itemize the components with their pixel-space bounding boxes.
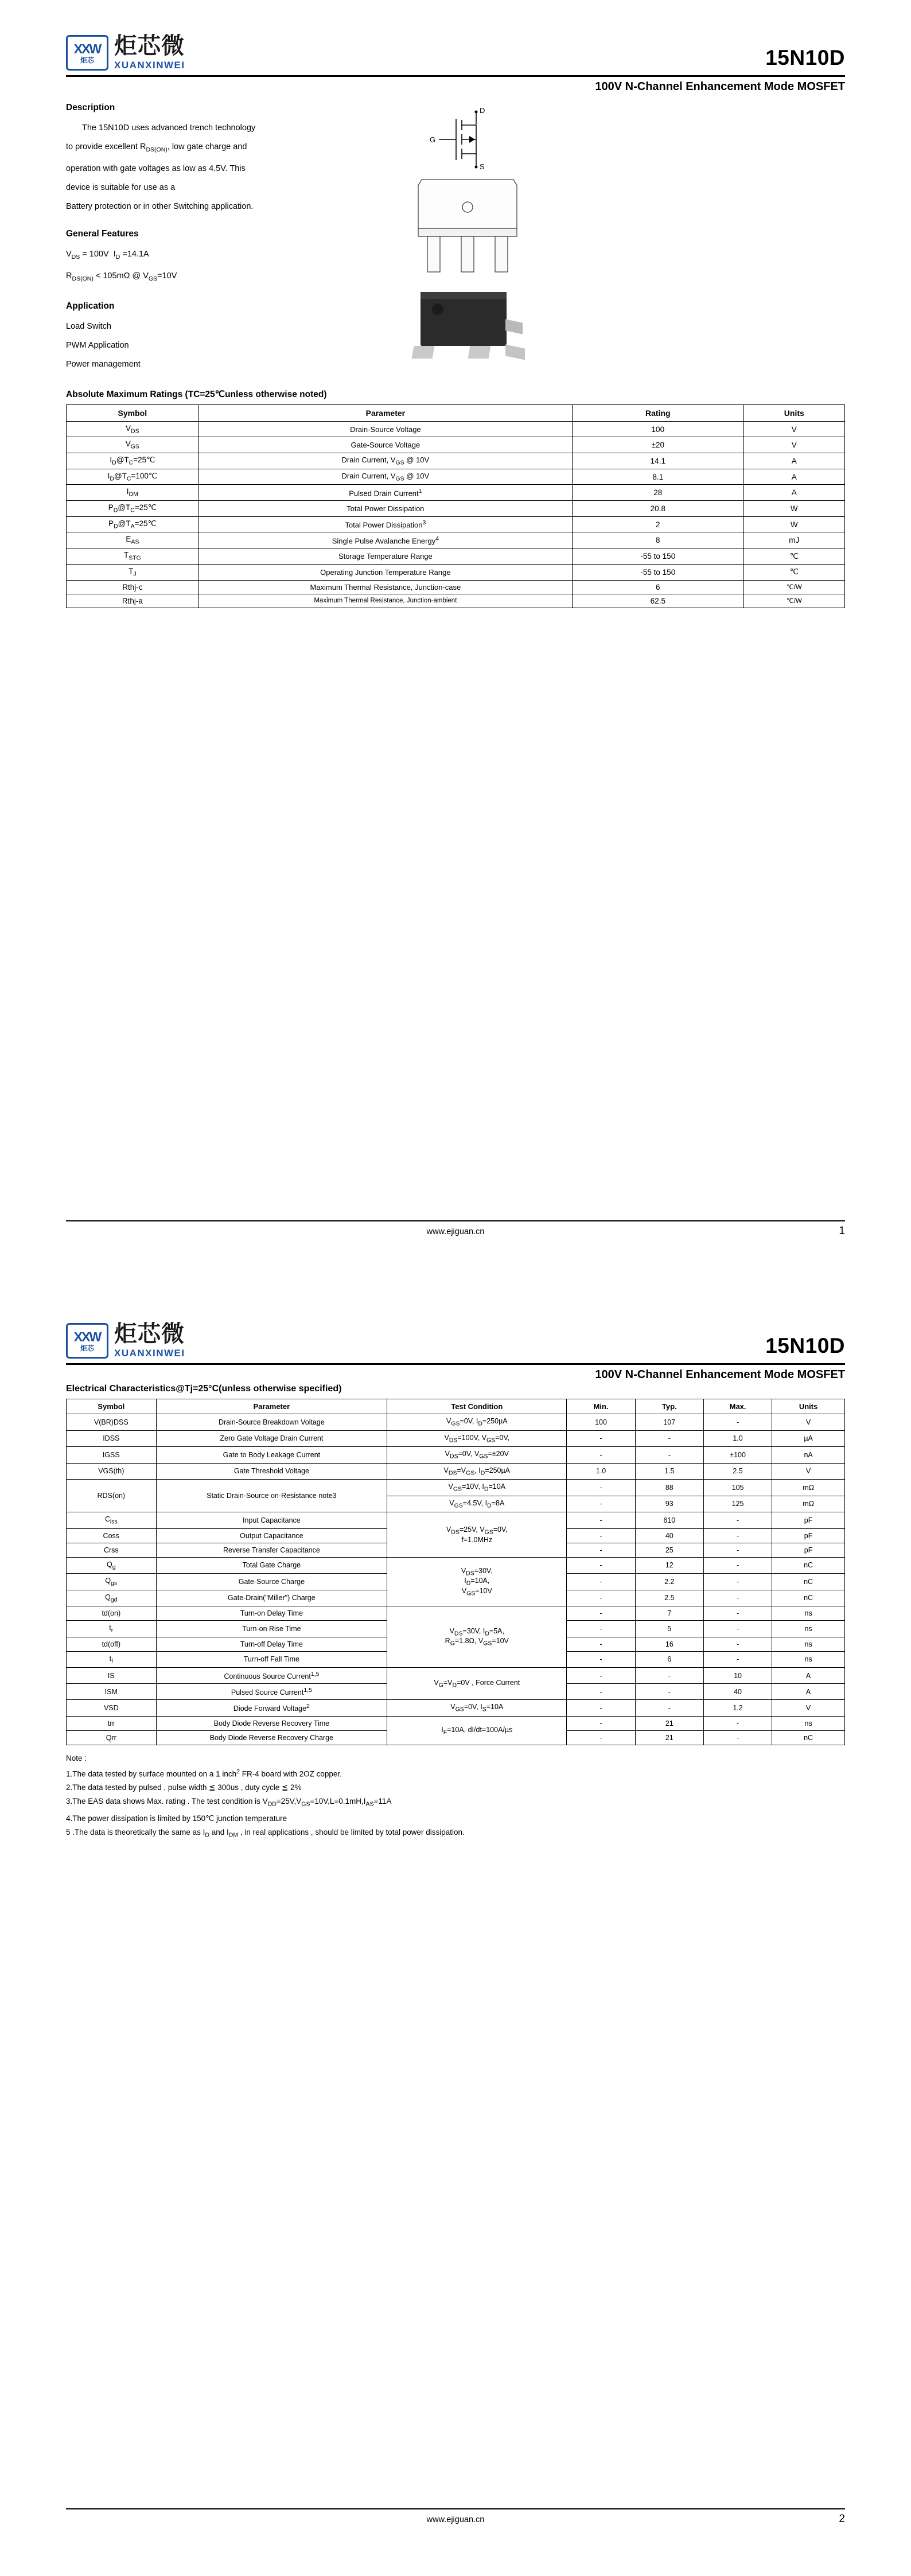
table-row (67, 516, 845, 532)
page-2 (0, 1288, 911, 2576)
cell-rating: 8.1 (573, 469, 744, 485)
cell-parameter: Gate-Drain("Miller") Charge (156, 1590, 387, 1606)
cell-parameter: Total Power Dissipation$^3$ (198, 516, 572, 532)
cell-symbol: $C_{iss}$ (67, 1512, 157, 1529)
cell-symbol: Qrr (67, 1730, 157, 1745)
cell-symbol: $P_D@T_C=25℃$ (67, 501, 199, 517)
cell-parameter: Storage Temperature Range (198, 548, 572, 565)
note-5: 5 .The data is theoretically the same as $I_D$ and $I_{DM}$ , in real applications , should be limited by total power dissipation. (66, 1828, 465, 1839)
cell-parameter: Turn-on Rise Time (156, 1621, 387, 1637)
note-2: 2.The data tested by pulsed , pulse width ≦ 300us , duty cycle ≦ 2% (66, 1783, 302, 1792)
cell-max: 40 (703, 1684, 772, 1700)
cell-typ: 610 (635, 1512, 703, 1529)
cell-parameter: Total Gate Charge (156, 1557, 387, 1574)
cell-min: - (567, 1700, 635, 1717)
cell-parameter: Drain Current, $V_{GS}$ @ 10V (198, 453, 572, 469)
cell-condition: $V_{DS}=100V$, $V_{GS}=0V$, (387, 1430, 567, 1447)
cell-parameter: Operating Junction Temperature Range (198, 564, 572, 580)
cell-symbol: Crss (67, 1543, 157, 1557)
col-typ: Typ. (635, 1399, 703, 1414)
cell-min: - (567, 1512, 635, 1529)
brand-text-2 (114, 1322, 185, 1359)
cell-units: nC (772, 1557, 845, 1574)
notes-heading: Note : (66, 1753, 87, 1762)
cell-symbol: $V_{GS}$ (67, 437, 199, 453)
cell-condition: $V_{GS}=10V$, $I_D=10A$ (387, 1480, 567, 1496)
table-row (67, 485, 845, 501)
cell-units: nA (772, 1447, 845, 1464)
cell-condition: $V_{GS}=0V$, $I_D=250\mu A$ (387, 1414, 567, 1431)
header-divider-2 (66, 1363, 845, 1365)
cell-max: ±100 (703, 1447, 772, 1464)
cell-typ: 12 (635, 1557, 703, 1574)
cell-units: V (772, 1700, 845, 1717)
cell-rating: 100 (573, 421, 744, 437)
cell-typ: 1.5 (635, 1463, 703, 1480)
cell-condition: $V_{GS}=0V$, $I_S=10A$ (387, 1700, 567, 1717)
cell-max: - (703, 1414, 772, 1431)
col-max: Max. (703, 1399, 772, 1414)
cell-symbol: Rthj-a (67, 594, 199, 608)
cell-min: - (567, 1668, 635, 1684)
cell-typ: - (635, 1684, 703, 1700)
cell-max: - (703, 1716, 772, 1730)
cell-max: - (703, 1637, 772, 1651)
cell-max: - (703, 1651, 772, 1668)
cell-typ: 40 (635, 1528, 703, 1543)
application-item-3: Power management (66, 359, 141, 369)
feature-item-2: $R_{DS(ON)} < 105m\Omega$ @ $V_{GS}=10V$ (66, 271, 177, 282)
cell-condition: $I_F=10A$, dI/dt=100A/µs (387, 1716, 567, 1745)
cell-condition: $V_{DS}=30V$, $I_D=10A$, $V_{GS}=10V$ (387, 1557, 567, 1606)
table-row (67, 1700, 845, 1717)
table-row (67, 1480, 845, 1496)
page-1-footer (66, 1220, 845, 1236)
cell-max: - (703, 1606, 772, 1621)
table-row (67, 421, 845, 437)
brand-logo (66, 34, 185, 71)
cell-units: V (743, 421, 844, 437)
note-4: 4.The power dissipation is limited by 150℃ junction temperature (66, 1814, 287, 1823)
table-header-row (67, 404, 845, 421)
cell-parameter: Body Diode Reverse Recovery Time (156, 1716, 387, 1730)
cell-units: V (743, 437, 844, 453)
logo-badge-cn: 炬芯 (80, 1344, 94, 1352)
cell-typ: 21 (635, 1716, 703, 1730)
cell-rating: 20.8 (573, 501, 744, 517)
cell-min: 100 (567, 1414, 635, 1431)
cell-symbol: $I_D@T_C=100℃$ (67, 469, 199, 485)
cell-typ: 16 (635, 1637, 703, 1651)
cell-rating: 6 (573, 580, 744, 594)
cell-min: - (567, 1528, 635, 1543)
brand-name-en: XUANXINWEI (114, 60, 185, 71)
cell-symbol: $Q_{gs}$ (67, 1574, 157, 1590)
cell-symbol: trr (67, 1716, 157, 1730)
mosfet-schematic-diagram (422, 107, 531, 170)
cell-min: - (567, 1730, 635, 1745)
features-heading: General Features (66, 228, 139, 239)
table-row (67, 532, 845, 548)
cell-parameter: Output Capacitance (156, 1528, 387, 1543)
footer-divider (66, 2508, 845, 2509)
note-3: 3.The EAS data shows Max. rating . The test condition is $V_{DD}=25V,V_{GS}=10V,L=0.1mH,I_{AS}=11A$ (66, 1797, 392, 1808)
electrical-characteristics-table (66, 1399, 845, 1745)
cell-parameter: Gate-Source Charge (156, 1574, 387, 1590)
page-number: 2 (839, 2513, 845, 2525)
cell-symbol: Rthj-c (67, 580, 199, 594)
brand-text (114, 34, 185, 71)
cell-parameter: Drain Current, $V_{GS}$ @ 10V (198, 469, 572, 485)
cell-min: - (567, 1447, 635, 1464)
cell-max: - (703, 1730, 772, 1745)
cell-parameter: Static Drain-Source on-Resistance note3 (156, 1480, 387, 1512)
cell-symbol: ISM (67, 1684, 157, 1700)
page-2-footer (66, 2508, 845, 2524)
application-item-1: Load Switch (66, 321, 111, 331)
cell-max: - (703, 1621, 772, 1637)
cell-min: - (567, 1621, 635, 1637)
cell-condition: $V_{DS}=25V$, $V_{GS}=0V$, f=1.0MHz (387, 1512, 567, 1558)
cell-rating: -55 to 150 (573, 564, 744, 580)
logo-badge-latin: XXW (73, 41, 101, 56)
cell-parameter: Gate to Body Leakage Current (156, 1447, 387, 1464)
table-row (67, 580, 845, 594)
cell-symbol: td(off) (67, 1637, 157, 1651)
document-header (66, 0, 845, 71)
cell-symbol: $I_D@T_C=25℃$ (67, 453, 199, 469)
table-row (67, 1716, 845, 1730)
table-row (67, 548, 845, 565)
cell-min: - (567, 1606, 635, 1621)
cell-symbol: $Q_g$ (67, 1557, 157, 1574)
cell-max: 2.5 (703, 1463, 772, 1480)
cell-min: - (567, 1651, 635, 1668)
cell-typ: 21 (635, 1730, 703, 1745)
col-units: Units (743, 404, 844, 421)
logo-badge-latin: XXW (73, 1329, 101, 1344)
col-parameter: Parameter (198, 404, 572, 421)
cell-parameter: Total Power Dissipation (198, 501, 572, 517)
description-line-1: The 15N10D uses advanced trench technology (82, 123, 256, 133)
cell-parameter: Turn-on Delay Time (156, 1606, 387, 1621)
cell-condition: $V_{GS}=4.5V$, $I_D=8A$ (387, 1496, 567, 1512)
cell-symbol: $Q_{gd}$ (67, 1590, 157, 1606)
footer-url[interactable]: www.ejiguan.cn (426, 1227, 485, 1236)
cell-units: pF (772, 1512, 845, 1529)
cell-typ: - (635, 1700, 703, 1717)
cell-min: - (567, 1716, 635, 1730)
brand-name-en: XUANXINWEI (114, 1348, 185, 1359)
col-min: Min. (567, 1399, 635, 1414)
cell-units: mΩ (772, 1480, 845, 1496)
cell-min: 1.0 (567, 1463, 635, 1480)
cell-min: - (567, 1590, 635, 1606)
cell-parameter: Reverse Transfer Capacitance (156, 1543, 387, 1557)
cell-min: - (567, 1480, 635, 1496)
cell-parameter: Zero Gate Voltage Drain Current (156, 1430, 387, 1447)
cell-symbol: $V_{DS}$ (67, 421, 199, 437)
cell-max: - (703, 1528, 772, 1543)
cell-typ: 107 (635, 1414, 703, 1431)
cell-typ: - (635, 1430, 703, 1447)
cell-rating: -55 to 150 (573, 548, 744, 565)
cell-units: ℃/W (743, 580, 844, 594)
cell-parameter: Turn-off Fall Time (156, 1651, 387, 1668)
cell-condition: $V_G=V_D=0V$ , Force Current (387, 1668, 567, 1700)
description-line-4: device is suitable for use as a (66, 182, 176, 192)
cell-parameter: Single Pulse Avalanche Energy$^4$ (198, 532, 572, 548)
cell-parameter: Turn-off Delay Time (156, 1637, 387, 1651)
cell-max: 125 (703, 1496, 772, 1512)
package-photo (410, 289, 845, 366)
cell-condition: $V_{DS}=30V$, $I_D=5A$, $R_G=1.8\Omega$, $V_{GS}=10V$ (387, 1606, 567, 1668)
table-row (67, 1606, 845, 1621)
cell-typ: 7 (635, 1606, 703, 1621)
application-heading: Application (66, 301, 115, 311)
cell-typ: 2.2 (635, 1574, 703, 1590)
cell-units: nC (772, 1730, 845, 1745)
cell-rating: 62.5 (573, 594, 744, 608)
cell-parameter: Pulsed Source Current$^{1,5}$ (156, 1684, 387, 1700)
page-number: 1 (839, 1225, 845, 1237)
cell-units: µA (772, 1430, 845, 1447)
cell-rating: ±20 (573, 437, 744, 453)
footer-divider (66, 1220, 845, 1221)
cell-rating: 14.1 (573, 453, 744, 469)
cell-parameter: Continuous Source Current$^{1,5}$ (156, 1668, 387, 1684)
cell-units: pF (772, 1528, 845, 1543)
cell-units: ns (772, 1651, 845, 1668)
abs-max-ratings-table (66, 404, 845, 608)
cell-symbol: $E_{AS}$ (67, 532, 199, 548)
footer-url[interactable]: www.ejiguan.cn (426, 2515, 485, 2524)
application-item-2: PWM Application (66, 340, 129, 350)
cell-units: nC (772, 1574, 845, 1590)
cell-min: - (567, 1557, 635, 1574)
part-number-2: 15N10D (765, 1334, 845, 1357)
cell-typ: 5 (635, 1621, 703, 1637)
cell-symbol: RDS(on) (67, 1480, 157, 1512)
cell-units: W (743, 501, 844, 517)
header-divider (66, 75, 845, 77)
col-symbol: Symbol (67, 404, 199, 421)
table-row (67, 1557, 845, 1574)
logo-badge-icon (66, 35, 108, 71)
cell-parameter: Input Capacitance (156, 1512, 387, 1529)
feature-item-1: $V_{DS} = 100V$ $I_D =14.1A$ (66, 249, 149, 260)
cell-symbol: Coss (67, 1528, 157, 1543)
cell-units: W (743, 516, 844, 532)
cell-parameter: Gate Threshold Voltage (156, 1463, 387, 1480)
cell-units: A (743, 469, 844, 485)
table-row (67, 594, 845, 608)
cell-min: - (567, 1637, 635, 1651)
description-line-3: operation with gate voltages as low as 4.5V. This (66, 164, 246, 173)
notes-block (66, 1752, 845, 1842)
cell-max: 1.2 (703, 1700, 772, 1717)
document-header-2 (66, 1288, 845, 1359)
cell-units: nC (772, 1590, 845, 1606)
cell-max: - (703, 1590, 772, 1606)
document-subtitle-2: 100V N-Channel Enhancement Mode MOSFET (595, 1368, 845, 1381)
cell-max: 10 (703, 1668, 772, 1684)
table-row (67, 437, 845, 453)
cell-typ: 93 (635, 1496, 703, 1512)
cell-typ: - (635, 1447, 703, 1464)
table-row (67, 501, 845, 517)
cell-parameter: Pulsed Drain Current$^1$ (198, 485, 572, 501)
cell-max: - (703, 1543, 772, 1557)
table-row (67, 564, 845, 580)
cell-max: - (703, 1557, 772, 1574)
cell-max: 1.0 (703, 1430, 772, 1447)
cell-symbol: td(on) (67, 1606, 157, 1621)
cell-min: - (567, 1684, 635, 1700)
cell-typ: 6 (635, 1651, 703, 1668)
cell-typ: 25 (635, 1543, 703, 1557)
cell-symbol: IDSS (67, 1430, 157, 1447)
cell-max: - (703, 1574, 772, 1590)
table-header-row (67, 1399, 845, 1414)
cell-units: ns (772, 1637, 845, 1651)
description-line-5: Battery protection or in other Switching application. (66, 201, 254, 211)
brand-name-cn: 炬芯微 (114, 1321, 185, 1347)
cell-typ: - (635, 1668, 703, 1684)
electrical-characteristics-title: Electrical Characteristics@Tj=25°C(unless otherwise specified) (66, 1384, 342, 1394)
package-outline-drawing (404, 174, 845, 283)
col-symbol: Symbol (67, 1399, 157, 1414)
left-column (66, 99, 336, 374)
col-test-condition: Test Condition (387, 1399, 567, 1414)
cell-symbol: $I_{DM}$ (67, 485, 199, 501)
cell-units: ℃ (743, 564, 844, 580)
svg-text:G: G (430, 135, 436, 144)
cell-parameter: Gate-Source Voltage (198, 437, 572, 453)
cell-units: ns (772, 1621, 845, 1637)
description-heading: Description (66, 103, 115, 112)
note-1: 1.The data tested by surface mounted on a 1 inch$^2$ FR-4 board with 2OZ copper. (66, 1768, 342, 1779)
cell-min: - (567, 1543, 635, 1557)
cell-rating: 2 (573, 516, 744, 532)
cell-units: ℃/W (743, 594, 844, 608)
table-row (67, 1414, 845, 1431)
logo-badge-icon (66, 1323, 108, 1359)
cell-typ: 2.5 (635, 1590, 703, 1606)
cell-units: ns (772, 1606, 845, 1621)
svg-text:D: D (480, 107, 485, 115)
cell-parameter: Maximum Thermal Resistance, Junction-case (198, 580, 572, 594)
cell-units: ns (772, 1716, 845, 1730)
cell-symbol: V(BR)DSS (67, 1414, 157, 1431)
cell-typ: 88 (635, 1480, 703, 1496)
cell-symbol: $P_D@T_A=25℃$ (67, 516, 199, 532)
cell-units: V (772, 1463, 845, 1480)
col-parameter: Parameter (156, 1399, 387, 1414)
cell-rating: 28 (573, 485, 744, 501)
cell-min: - (567, 1496, 635, 1512)
cell-symbol: $t_r$ (67, 1621, 157, 1637)
cell-symbol: VGS(th) (67, 1463, 157, 1480)
logo-badge-cn: 炬芯 (80, 56, 94, 64)
description-line-2: to provide excellent $R_{DS(ON)}$, low gate charge and (66, 142, 247, 153)
abs-max-ratings-title: Absolute Maximum Ratings (TC=25℃unless otherwise noted) (66, 389, 327, 399)
table-row (67, 1447, 845, 1464)
cell-units: A (743, 453, 844, 469)
cell-symbol: IGSS (67, 1447, 157, 1464)
cell-symbol: VSD (67, 1700, 157, 1717)
svg-text:S: S (480, 162, 485, 171)
document-subtitle: 100V N-Channel Enhancement Mode MOSFET (595, 80, 845, 93)
cell-units: A (743, 485, 844, 501)
table-row (67, 1668, 845, 1684)
cell-parameter: Maximum Thermal Resistance, Junction-ambient (198, 594, 572, 608)
cell-units: A (772, 1684, 845, 1700)
right-column (336, 99, 845, 374)
cell-symbol: $T_J$ (67, 564, 199, 580)
brand-logo-2 (66, 1322, 185, 1359)
table-row (67, 469, 845, 485)
cell-parameter: Drain-Source Voltage (198, 421, 572, 437)
cell-condition: $V_{DS}=0V$, $V_{GS}=\pm 20V$ (387, 1447, 567, 1464)
cell-units: ℃ (743, 548, 844, 565)
part-number: 15N10D (765, 46, 845, 69)
cell-symbol: $t_f$ (67, 1651, 157, 1668)
table-row (67, 453, 845, 469)
cell-units: V (772, 1414, 845, 1431)
brand-name-cn: 炬芯微 (114, 33, 185, 59)
cell-rating: 8 (573, 532, 744, 548)
col-rating: Rating (573, 404, 744, 421)
table-row (67, 1463, 845, 1480)
cell-max: 105 (703, 1480, 772, 1496)
cell-min: - (567, 1574, 635, 1590)
cell-symbol: $T_{STG}$ (67, 548, 199, 565)
cell-units: mΩ (772, 1496, 845, 1512)
table-row (67, 1512, 845, 1529)
table-row (67, 1430, 845, 1447)
cell-parameter: Body Diode Reverse Recovery Charge (156, 1730, 387, 1745)
cell-parameter: Diode Forward Voltage$^2$ (156, 1700, 387, 1717)
cell-units: pF (772, 1543, 845, 1557)
cell-units: mJ (743, 532, 844, 548)
cell-parameter: Drain-Source Breakdown Voltage (156, 1414, 387, 1431)
col-units: Units (772, 1399, 845, 1414)
cell-condition: $V_{DS}=V_{GS}$, $I_D=250\mu A$ (387, 1463, 567, 1480)
cell-units: A (772, 1668, 845, 1684)
cell-symbol: IS (67, 1668, 157, 1684)
cell-min: - (567, 1430, 635, 1447)
cell-max: - (703, 1512, 772, 1529)
